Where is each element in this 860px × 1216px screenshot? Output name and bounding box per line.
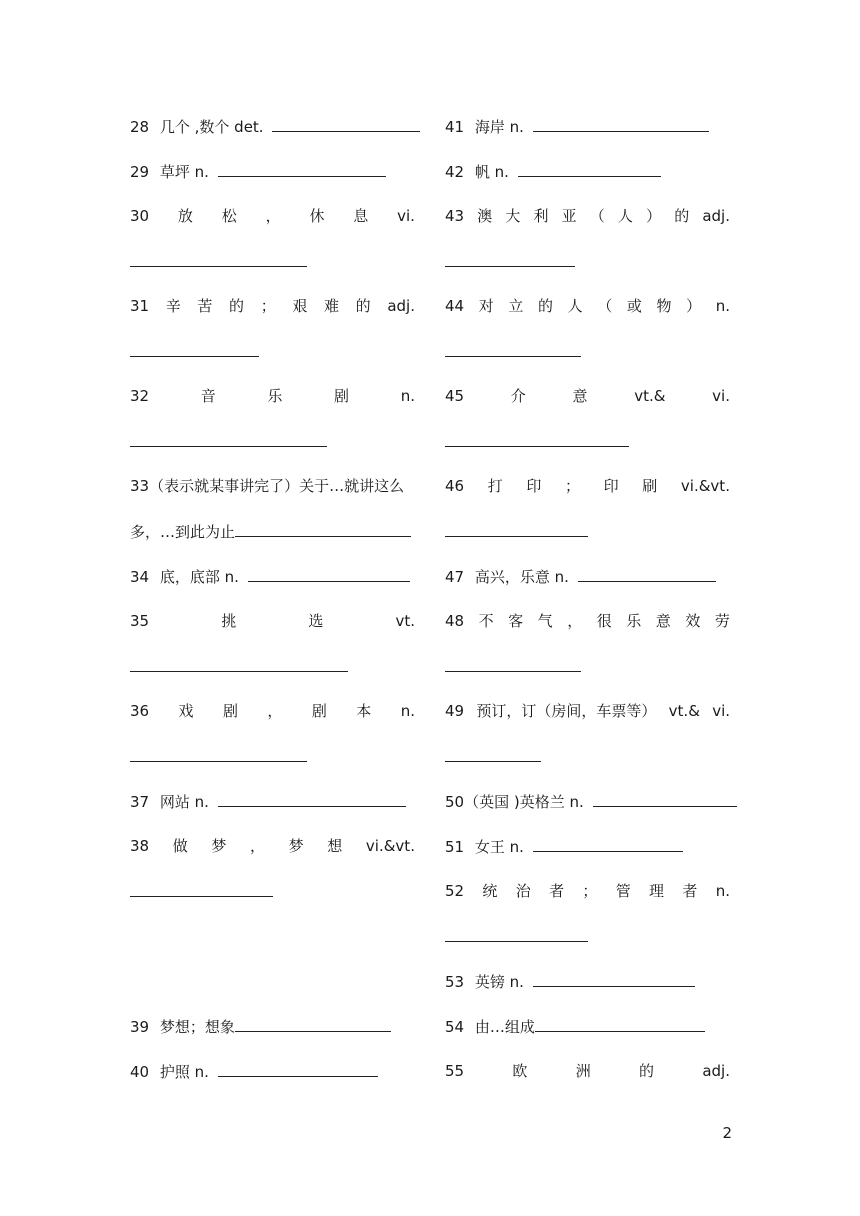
prompt-char: 选 [308,612,324,630]
prompt-char: 息 [353,207,369,225]
vocab-item-43 [445,201,730,291]
answer-blank[interactable] [218,156,386,177]
part-of-speech: adj. [702,1062,730,1080]
prompt-char: 不 [478,612,494,630]
prompt-char: 劳 [714,612,730,630]
item-number: 35 [130,612,150,630]
part-of-speech: vi.&vt. [680,477,730,495]
item-number: 37 [130,793,150,811]
prompt-char: 者 [682,882,698,900]
prompt-char: 客 [508,612,524,630]
item-number: 28 [130,118,150,136]
part-of-speech: vt. [395,612,415,630]
column-gap [130,921,415,1011]
vocab-item-42 [445,156,730,201]
item-number: 49 [445,702,465,720]
prompt-char: 剧 [222,702,238,720]
prompt-char: 或 [626,297,642,315]
prompt-char: 的 [537,297,553,315]
prompt-char: 利 [533,207,549,225]
answer-blank[interactable] [130,246,307,267]
prompt-char: 立 [508,297,524,315]
prompt-char: 艰 [292,297,308,315]
prompt-char: 苦 [197,297,213,315]
item-prompt: （表示就某事讲完了）关于…就讲这么 [149,477,405,495]
answer-blank[interactable] [445,741,541,762]
prompt-char: ； [582,882,598,900]
part-of-speech: vi.&vt. [365,837,415,855]
prompt-char: ） [686,297,702,315]
item-number: 40 [130,1063,150,1081]
prompt-char: 梦 [211,837,227,855]
prompt-char: 意 [572,387,588,405]
answer-blank[interactable] [518,156,661,177]
prompt-char: 辛 [165,297,181,315]
part-of-speech: n. [715,297,730,315]
item-number: 55 [445,1062,465,1080]
prompt-char: 的 [229,297,245,315]
answer-blank[interactable] [235,516,411,537]
item-number: 31 [130,297,150,315]
prompt-char: 亚 [561,207,577,225]
vocab-item-45 [445,381,730,471]
prompt-char: 剧 [311,702,327,720]
item-number: 52 [445,882,465,900]
prompt-char: ， [250,837,266,855]
item-number: 45 [445,387,465,405]
vocab-item-34 [130,561,415,606]
answer-blank[interactable] [445,921,588,942]
prompt-char: 音 [200,387,216,405]
item-number: 43 [445,207,465,225]
prompt-char: ， [265,207,281,225]
prompt-char: 难 [324,297,340,315]
prompt-char: 洲 [575,1062,591,1080]
vocab-item-29 [130,156,415,201]
prompt-char: 统 [482,882,498,900]
item-number: 39 [130,1018,150,1036]
vocab-item-30 [130,201,415,291]
right-column [445,111,730,1101]
part-of-speech: vi. [712,387,730,405]
item-number: 48 [445,612,465,630]
item-number: 38 [130,837,150,855]
item-number: 50 [445,793,465,811]
prompt-char: 挑 [221,612,237,630]
item-number: 33 [130,477,150,495]
item-number: 46 [445,477,465,495]
prompt-char: 剧 [334,387,350,405]
vocab-item-49 [445,696,730,786]
prompt-char: 乐 [267,387,283,405]
part-of-speech: n. [715,882,730,900]
prompt-char: 刷 [642,477,658,495]
prompt-char: 打 [487,477,503,495]
item-number: 42 [445,163,465,181]
prompt-char: 放 [177,207,193,225]
prompt-char: 澳 [477,207,493,225]
answer-blank[interactable] [130,876,273,897]
item-number: 36 [130,702,150,720]
prompt-text: 预订，订（房间，车票等） [476,702,657,720]
answer-blank[interactable] [578,561,716,582]
item-prompt: 网站 n. [159,793,214,811]
vocab-item-47 [445,561,730,606]
answer-blank[interactable] [445,516,588,537]
vocab-item-55 [445,1056,730,1101]
item-prompt: 几个 ,数个 det. [159,118,269,136]
vocab-item-53 [445,966,730,1011]
item-prompt: 帆 n. [474,163,514,181]
vocab-item-54 [445,1011,730,1056]
prompt-char: 理 [649,882,665,900]
part-of-speech: vi. [712,702,730,720]
item-prompt: 草坪 n. [159,163,214,181]
vocab-item-46 [445,471,730,561]
item-prompt: 由…组成 [474,1018,535,1036]
item-prompt: 女王 n. [474,838,529,856]
prompt-char: ） [646,207,662,225]
prompt-char: 气 [537,612,553,630]
answer-blank[interactable] [445,336,581,357]
vocab-item-44 [445,291,730,381]
prompt-char: 者 [549,882,565,900]
answer-blank[interactable] [130,336,259,357]
prompt-char: 人 [617,207,633,225]
vocab-item-31 [130,291,415,381]
answer-blank[interactable] [130,426,327,447]
item-number: 32 [130,387,150,405]
item-prompt: 底，底部 n. [159,568,244,586]
prompt-char: 做 [172,837,188,855]
vocab-item-36 [130,696,415,786]
item-prompt: 高兴，乐意 n. [474,568,574,586]
prompt-char: 的 [674,207,690,225]
answer-blank[interactable] [445,246,575,267]
item-prompt: （英国 )英格兰 n. [464,793,589,811]
vocab-item-50 [445,786,730,831]
item-number: 53 [445,973,465,991]
item-number: 44 [445,297,465,315]
item-number: 34 [130,568,150,586]
vocab-item-32 [130,381,415,471]
prompt-char: 本 [356,702,372,720]
prompt-char: 大 [505,207,521,225]
answer-blank[interactable] [533,966,695,987]
item-number: 54 [445,1018,465,1036]
part-of-speech: vi. [397,207,415,225]
answer-blank[interactable] [272,111,420,132]
prompt-char: 梦 [288,837,304,855]
part-of-speech: vt.& [668,702,700,720]
prompt-char: 物 [656,297,672,315]
answer-blank[interactable] [445,426,629,447]
prompt-char: 印 [526,477,542,495]
vocab-item-48 [445,606,730,696]
prompt-char: 人 [567,297,583,315]
part-of-speech: n. [400,387,415,405]
prompt-char: 治 [515,882,531,900]
prompt-char: （ [589,207,605,225]
part-of-speech: adj. [702,207,730,225]
item-number: 47 [445,568,465,586]
prompt-char: 戏 [178,702,194,720]
prompt-char: 管 [615,882,631,900]
prompt-char: 的 [355,297,371,315]
prompt-char: 效 [685,612,701,630]
item-number: 51 [445,838,465,856]
item-number: 30 [130,207,150,225]
part-of-speech: n. [400,702,415,720]
prompt-char: ； [260,297,276,315]
prompt-char: 的 [639,1062,655,1080]
prompt-char: 意 [655,612,671,630]
vocab-item-40 [130,1056,415,1101]
answer-blank[interactable] [218,1056,378,1077]
item-prompt: 英镑 n. [474,973,529,991]
answer-blank[interactable] [130,741,307,762]
answer-blank[interactable] [248,561,410,582]
prompt-char: 乐 [626,612,642,630]
answer-blank[interactable] [445,651,581,672]
item-prompt: 梦想；想象 [159,1018,235,1036]
prompt-char: 很 [596,612,612,630]
vocab-item-33 [130,471,415,561]
prompt-char: 欧 [512,1062,528,1080]
vocab-item-35 [130,606,415,696]
prompt-char: 介 [510,387,526,405]
answer-blank[interactable] [593,786,737,807]
prompt-char: 对 [478,297,494,315]
answer-blank[interactable] [218,786,406,807]
answer-blank[interactable] [130,651,348,672]
vocab-item-38 [130,831,415,921]
answer-blank[interactable] [533,111,709,132]
item-prompt-continued: 多，…到此为止 [130,523,236,541]
vocab-item-41 [445,111,730,156]
vocab-item-52 [445,876,730,966]
prompt-char: ， [267,702,283,720]
prompt-char: 休 [309,207,325,225]
prompt-char: ， [567,612,583,630]
item-prompt: 海岸 n. [474,118,529,136]
item-number: 41 [445,118,465,136]
prompt-char: （ [597,297,613,315]
vocab-item-28 [130,111,415,156]
vocab-item-51 [445,831,730,876]
page-number: 2 [722,1124,732,1142]
part-of-speech: vt.& [634,387,666,405]
prompt-char: ； [565,477,581,495]
prompt-char: 印 [603,477,619,495]
prompt-char: 想 [327,837,343,855]
vocab-item-39 [130,1011,415,1056]
answer-blank[interactable] [533,831,683,852]
item-prompt: 护照 n. [159,1063,214,1081]
answer-blank[interactable] [235,1011,391,1032]
item-number: 29 [130,163,150,181]
answer-blank[interactable] [535,1011,705,1032]
left-column [130,111,415,1101]
prompt-char: 松 [221,207,237,225]
vocab-item-37 [130,786,415,831]
part-of-speech: adj. [387,297,415,315]
